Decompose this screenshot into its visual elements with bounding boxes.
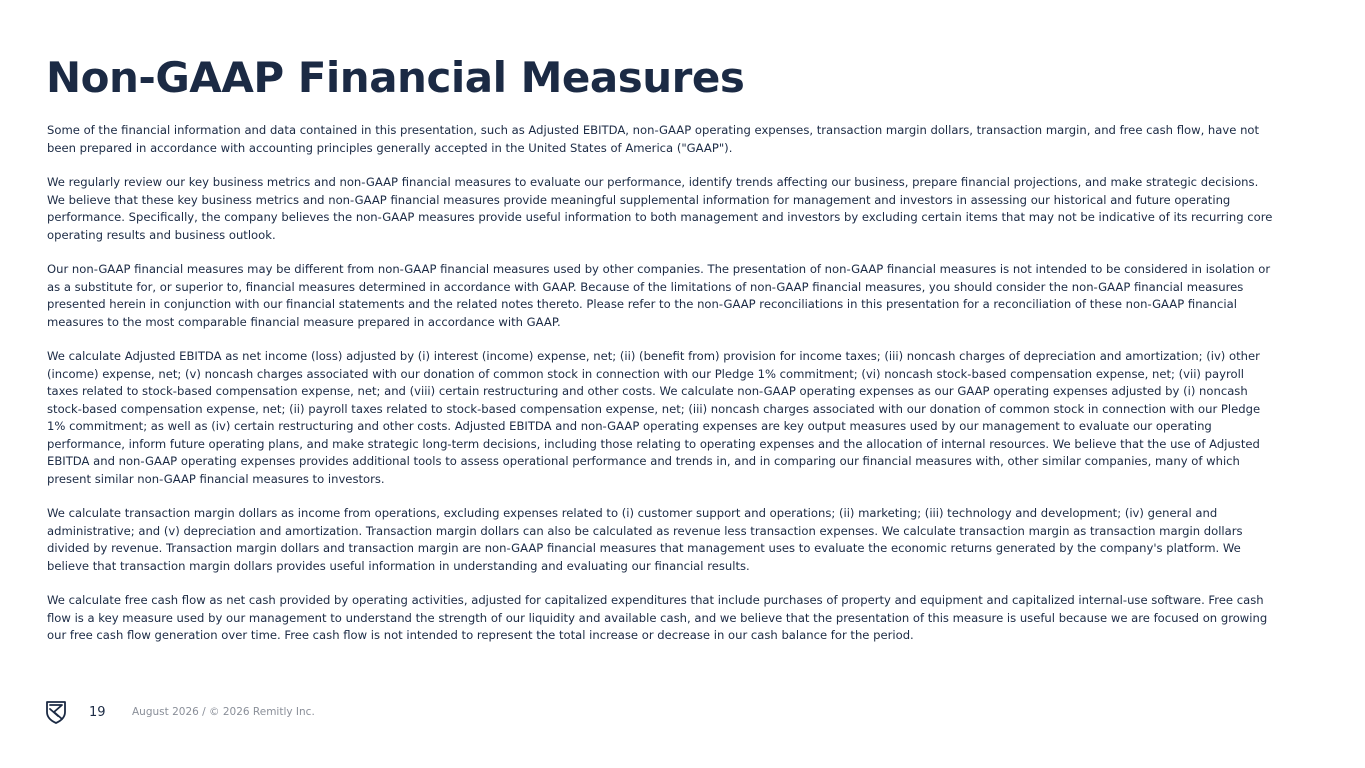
remitly-shield-logo-icon [45, 699, 67, 725]
paragraph-key-metrics: We regularly review our key business metrics and non-GAAP financial measures to evaluate our performance, identify trends affecting our business, prepare financial projections, and make strategic decisions. We believe that these key business metrics and non-GAAP financial measures provide meaningful supplemental information for management and investors in assessing our historical and future operating performance. Specifically, the company believes the non-GAAP measures provide useful information to both management and investors by excluding certain items that may not be indicative of its recurring core operating results and business outlook. [47, 175, 1273, 242]
paragraph-adjusted-ebitda: We calculate Adjusted EBITDA as net income (loss) adjusted by (i) interest (income) expense, net; (ii) (benefit from) provision for income taxes; (iii) noncash charges of depreciation and amortization; (iv) other (income) expense, net; (v) noncash charges associated with our donation of common stock in connection with our Pledge 1% commitment; (vi) noncash stock-based compensation expense, net; (vii) payroll taxes related to stock-based compensation expense, net; and (viii) certain restructuring and other costs. We calculate non-GAAP operating expenses as our GAAP operating expenses adjusted by (i) noncash stock-based compensation expense, net; (ii) payroll taxes related to stock-based compensation expense, net; (iii) noncash charges associated with our donation of common stock in connection with our Pledge 1% commitment; as well as (iv) certain restructuring and other costs. Adjusted EBITDA and non-GAAP operating expenses are key output measures used by our management to evaluate our operating performance, inform future operating plans, and make strategic long-term decisions, including those relating to operating expenses and the allocation of internal resources. We believe that the use of Adjusted EBITDA and non-GAAP operating expenses provides additional tools to assess operational performance and trends in, and in comparing our financial measures with, other similar companies, many of which present similar non-GAAP financial measures to investors. [47, 349, 1261, 486]
page-title: Non-GAAP Financial Measures [46, 53, 745, 102]
paragraph-free-cash-flow: We calculate free cash flow as net cash provided by operating activities, adjusted for capitalized expenditures that include purchases of property and equipment and capitalized internal-use software. Free cash flow is a key measure used by our management to understand the strength of our liquidity and available cash, and we believe that the presentation of this measure is useful because we are focused on growing our free cash flow generation over time. Free cash flow is not intended to represent the total increase or decrease in our cash balance for the period. [47, 593, 1268, 642]
paragraph-gaap-intro: Some of the financial information and data contained in this presentation, such as Adjusted EBITDA, non-GAAP operating expenses, transaction margin dollars, transaction margin, and free cash flow, have not been prepared in accordance with accounting principles generally accepted in the United States of America ("GAAP"). [47, 123, 1260, 155]
paragraph-comparability: Our non-GAAP financial measures may be different from non-GAAP financial measures used by other companies. The presentation of non-GAAP financial measures is not intended to be considered in isolation or as a substitute for, or superior to, financial measures determined in accordance with GAAP. Because of the limitations of non-GAAP financial measures, you should consider the non-GAAP financial measures presented herein in conjunction with our financial statements and the related notes thereto. Please refer to the non-GAAP reconciliations in this presentation for a reconciliation of these non-GAAP financial measures to the most comparable financial measure prepared in accordance with GAAP. [47, 262, 1271, 329]
footer [45, 698, 315, 726]
copyright-text: August 2026 / © 2026 Remitly Inc. [132, 706, 315, 718]
page-number: 19 [89, 704, 106, 720]
paragraph-transaction-margin: We calculate transaction margin dollars as income from operations, excluding expenses related to (i) customer support and operations; (ii) marketing; (iii) technology and development; (iv) general and administrative; and (v) depreciation and amortization. Transaction margin dollars can also be calculated as revenue less transaction expenses. We calculate transaction margin as transaction margin dollars divided by revenue. Transaction margin dollars and transaction margin are non-GAAP financial measures that management uses to evaluate the economic returns generated by the company's platform. We believe that transaction margin dollars provides useful information in understanding and evaluating our financial results. [47, 506, 1243, 573]
disclaimer-body [47, 122, 1277, 662]
